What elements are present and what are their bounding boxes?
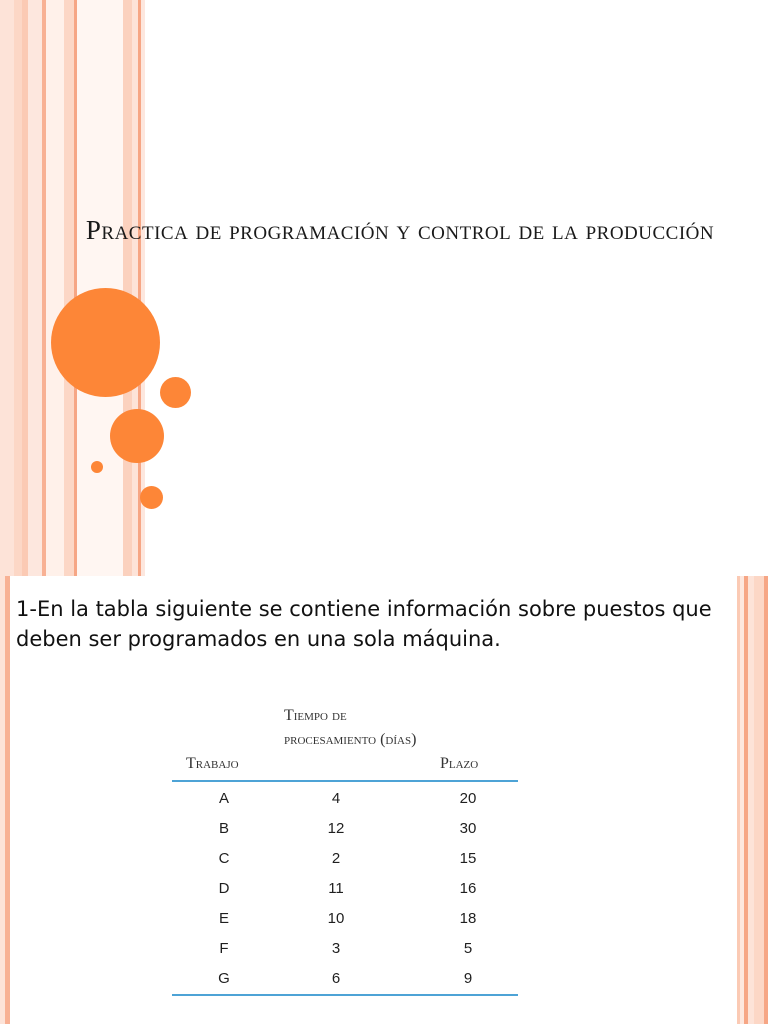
table-row: [172, 844, 518, 874]
cell-job: B: [218, 820, 229, 837]
cell-job: D: [218, 880, 230, 897]
decorative-stripe: [764, 576, 768, 1024]
decorative-stripe: [5, 576, 10, 1024]
table-body: [172, 782, 518, 996]
cell-time: 12: [327, 820, 345, 837]
table-row: [172, 964, 518, 994]
decorative-circle-small: [160, 377, 191, 408]
jobs-table: [172, 694, 518, 996]
header-job: Trabajo: [186, 755, 239, 772]
cell-time: 4: [331, 790, 341, 807]
cell-due: 20: [459, 790, 477, 807]
header-processing-time: Tiempo de procesamiento (días): [284, 707, 417, 748]
decorative-stripe: [123, 0, 132, 576]
cell-due: 15: [459, 850, 477, 867]
cell-due: 16: [459, 880, 477, 897]
cell-time: 11: [328, 880, 344, 897]
table-row: [172, 814, 518, 844]
cell-time: 10: [327, 910, 345, 927]
cell-due: 9: [463, 970, 473, 987]
cell-time: 2: [331, 850, 341, 867]
decorative-stripe: [64, 0, 74, 576]
cell-job: E: [218, 910, 229, 927]
decorative-circle-large: [51, 288, 160, 397]
header-due-date: Plazo: [440, 755, 479, 772]
table-row: [172, 874, 518, 904]
exercise-text: 1-En la tabla siguiente se contiene información sobre puestos que deben ser programados en una sola máquina.: [16, 597, 712, 651]
decorative-circle-small: [140, 486, 163, 509]
cell-job: C: [218, 850, 230, 867]
cell-time: 6: [331, 970, 341, 987]
decorative-stripe: [754, 576, 764, 1024]
cell-job: F: [219, 940, 229, 957]
decorative-stripe: [28, 0, 42, 576]
slide-title: Practica de programación y control de la producción: [85, 215, 715, 245]
cell-time: 3: [331, 940, 341, 957]
content-slide: [0, 576, 768, 1024]
decorative-circle-dot: [91, 461, 103, 473]
cell-due: 30: [459, 820, 477, 837]
cell-job: G: [218, 970, 230, 987]
decorative-circle-medium: [110, 409, 164, 463]
decorative-stripe: [0, 0, 14, 576]
cell-due: 18: [459, 910, 477, 927]
table-header: [172, 694, 518, 782]
cell-job: A: [218, 790, 229, 807]
decorative-stripe: [14, 0, 22, 576]
decorative-stripe: [46, 0, 64, 576]
table-row: [172, 904, 518, 934]
table-row: [172, 784, 518, 814]
table-row: [172, 934, 518, 964]
cell-due: 5: [463, 940, 473, 957]
